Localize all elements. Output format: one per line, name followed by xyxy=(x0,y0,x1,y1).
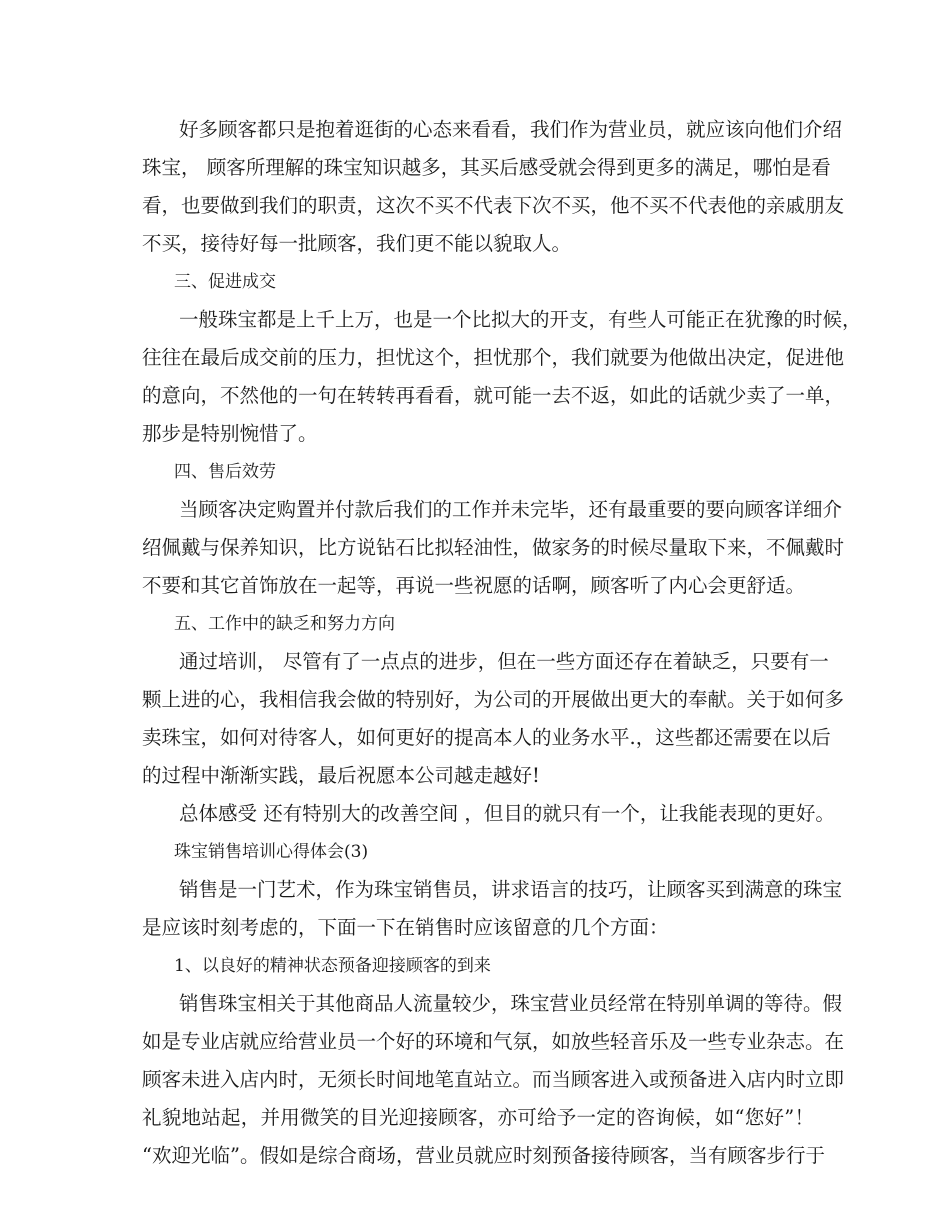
text-line: 不要和其它首饰放在一起等，再说一些祝愿的话啊，顾客听了内心会更舒适。 xyxy=(142,574,806,597)
text-line: 如是专业店就应给营业员一个好的环境和气氛，如放些轻音乐及一些专业杂志。在 xyxy=(142,1030,845,1053)
text-line: 通过培训， 尽管有了一点点的进步，但在一些方面还存在着缺乏，只要有一 xyxy=(179,650,829,673)
text-line: 销售珠宝相关于其他商品人流量较少，珠宝营业员经常在特别单调的等待。假 xyxy=(179,992,843,1015)
text-line: 绍佩戴与保养知识，比方说钻石比拟轻油性，做家务的时候尽量取下来，不佩戴时 xyxy=(142,536,845,559)
text-line: 当顾客决定购置并付款后我们的工作并未完毕，还有最重要的要向顾客详细介 xyxy=(179,498,843,521)
text-line: 是应该时刻考虑的，下面一下在销售时应该留意的几个方面： xyxy=(142,916,669,939)
text-line: 不买，接待好每一批顾客，我们更不能以貌取人。 xyxy=(142,232,572,255)
text-line: 往往在最后成交前的压力，担忧这个，担忧那个，我们就要为他做出决定，促进他 xyxy=(142,346,845,369)
text-line: 礼貌地站起，并用微笑的目光迎接顾客，亦可给予一定的咨询候，如“您好”！ xyxy=(142,1106,814,1129)
text-line: 好多顾客都只是抱着逛街的心态来看看，我们作为营业员，就应该向他们介绍 xyxy=(179,118,843,141)
text-line: “欢迎光临”。假如是综合商场，营业员就应时刻预备接待顾客，当有顾客步行于 xyxy=(142,1144,825,1167)
text-line: 销售是一门艺术，作为珠宝销售员，讲求语言的技巧，让顾客买到满意的珠宝 xyxy=(179,878,843,901)
text-line: 的过程中渐渐实践，最后祝愿本公司越走越好! xyxy=(142,764,540,787)
text-line: 卖珠宝，如何对待客人，如何更好的提高本人的业务水平.，这些都还需要在以后 xyxy=(142,726,831,749)
section-heading: 珠宝销售培训心得体会(3) xyxy=(174,842,369,862)
section-heading: 四、售后效劳 xyxy=(174,462,276,482)
text-line: 一般珠宝都是上千上万，也是一个比拟大的开支，有些人可能正在犹豫的时候， xyxy=(179,308,862,331)
section-heading: 1、以良好的精神状态预备迎接顾客的到来 xyxy=(174,956,491,976)
text-line: 那步是特别惋惜了。 xyxy=(142,422,318,445)
text-line: 的意向，不然他的一句在转转再看看，就可能一去不返，如此的话就少卖了一单， xyxy=(142,384,845,407)
text-line: 顾客未进入店内时，无须长时间地笔直站立。而当顾客进入或预备进入店内时立即 xyxy=(142,1068,845,1091)
text-line: 珠宝， 顾客所理解的珠宝知识越多，其买后感受就会得到更多的满足，哪怕是看 xyxy=(142,156,831,179)
text-line: 颗上进的心，我相信我会做的特别好，为公司的开展做出更大的奉献。关于如何多 xyxy=(142,688,845,711)
text-line: 看，也要做到我们的职责，这次不买不代表下次不买，他不买不代表他的亲戚朋友 xyxy=(142,194,845,217)
section-heading: 五、工作中的缺乏和努力方向 xyxy=(174,614,395,634)
section-heading: 三、促进成交 xyxy=(174,272,276,292)
text-line: 总体感受 还有特别大的改善空间 ，但目的就只有一个，让我能表现的更好。 xyxy=(179,802,835,825)
document-body xyxy=(142,111,862,1175)
